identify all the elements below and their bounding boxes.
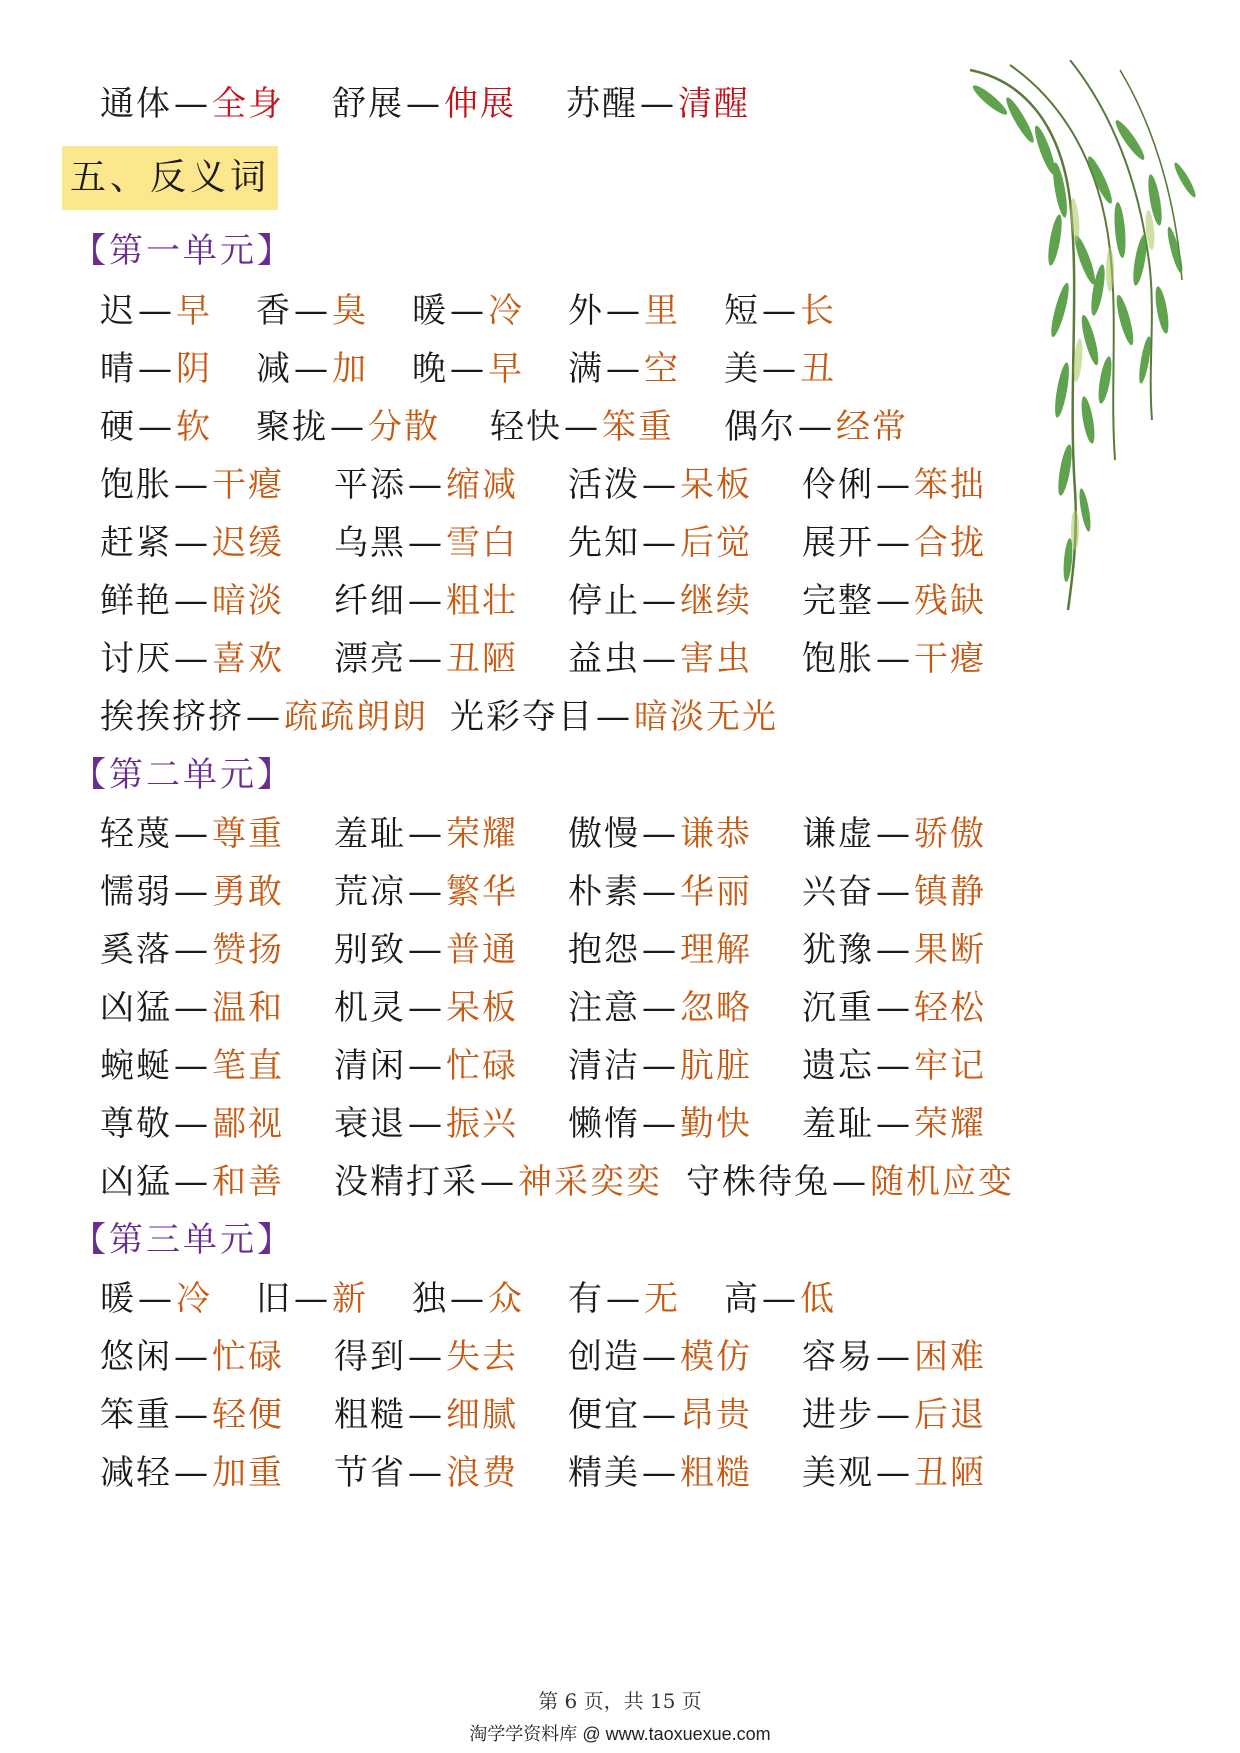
antonym-pair: 奚落—赞扬 bbox=[100, 930, 284, 970]
antonym-pair: 粗糙—细腻 bbox=[334, 1395, 518, 1435]
antonym-pair: 遗忘—牢记 bbox=[802, 1046, 986, 1086]
antonym-pair: 羞耻—荣耀 bbox=[334, 814, 518, 854]
antonym-pair: 减—加 bbox=[256, 349, 368, 389]
antonym-pair: 偶尔—经常 bbox=[724, 407, 908, 447]
antonym-pair: 懦弱—勇敢 bbox=[100, 872, 284, 912]
antonym-pair: 懒惰—勤快 bbox=[568, 1104, 752, 1144]
antonym-pair: 羞耻—荣耀 bbox=[802, 1104, 986, 1144]
antonym-pair: 抱怨—理解 bbox=[568, 930, 752, 970]
antonym-pair: 荒凉—繁华 bbox=[334, 872, 518, 912]
antonym-pair: 展开—合拢 bbox=[802, 523, 986, 563]
antonym-pair: 轻快—笨重 bbox=[490, 407, 674, 447]
antonym-pair: 精美—粗糙 bbox=[568, 1453, 752, 1493]
unit-title: 【第二单元】 bbox=[72, 755, 294, 795]
antonym-pair: 悠闲—忙碌 bbox=[100, 1337, 284, 1377]
antonym-pair: 舒展—伸展 bbox=[332, 84, 516, 124]
page-number: 第 6 页，共 15 页 bbox=[538, 1689, 702, 1713]
antonym-pair: 节省—浪费 bbox=[334, 1453, 518, 1493]
antonym-pair: 凶猛—温和 bbox=[100, 988, 284, 1028]
antonym-pair: 硬—软 bbox=[100, 407, 212, 447]
antonym-pair: 减轻—加重 bbox=[100, 1453, 284, 1493]
antonym-pair: 凶猛—和善 bbox=[100, 1162, 284, 1202]
antonym-pair: 独—众 bbox=[412, 1279, 524, 1319]
antonym-pair: 光彩夺目—暗淡无光 bbox=[450, 697, 778, 737]
antonym-pair: 完整—残缺 bbox=[802, 581, 986, 621]
antonym-pair: 饱胀—干瘪 bbox=[100, 465, 284, 505]
antonym-pair: 别致—普通 bbox=[334, 930, 518, 970]
antonym-pair: 注意—忽略 bbox=[568, 988, 752, 1028]
antonym-pair: 乌黑—雪白 bbox=[334, 523, 518, 563]
antonym-pair: 便宜—昂贵 bbox=[568, 1395, 752, 1435]
unit-title: 【第一单元】 bbox=[72, 231, 294, 271]
antonym-pair: 高—低 bbox=[724, 1279, 836, 1319]
antonym-pair: 纤细—粗壮 bbox=[334, 581, 518, 621]
antonym-pair: 聚拢—分散 bbox=[256, 407, 440, 447]
antonym-pair: 得到—失去 bbox=[334, 1337, 518, 1377]
antonym-pair: 傲慢—谦恭 bbox=[568, 814, 752, 854]
antonym-pair: 蜿蜒—笔直 bbox=[100, 1046, 284, 1086]
antonym-pair: 益虫—害虫 bbox=[568, 639, 752, 679]
antonym-pair: 犹豫—果断 bbox=[802, 930, 986, 970]
antonym-pair: 有—无 bbox=[568, 1279, 680, 1319]
antonym-pair: 轻蔑—尊重 bbox=[100, 814, 284, 854]
antonym-pair: 沉重—轻松 bbox=[802, 988, 986, 1028]
antonym-pair: 迟—早 bbox=[100, 291, 212, 331]
antonym-pair: 平添—缩减 bbox=[334, 465, 518, 505]
antonym-pair: 朴素—华丽 bbox=[568, 872, 752, 912]
antonym-pair: 容易—困难 bbox=[802, 1337, 986, 1377]
antonym-pair: 讨厌—喜欢 bbox=[100, 639, 284, 679]
antonym-pair: 美观—丑陋 bbox=[802, 1453, 986, 1493]
antonym-pair: 创造—模仿 bbox=[568, 1337, 752, 1377]
section-title: 五、反义词 bbox=[62, 146, 278, 210]
antonym-pair: 兴奋—镇静 bbox=[802, 872, 986, 912]
antonym-pair: 晴—阴 bbox=[100, 349, 212, 389]
antonym-pair: 苏醒—清醒 bbox=[566, 84, 750, 124]
antonym-pair: 漂亮—丑陋 bbox=[334, 639, 518, 679]
antonym-pair: 先知—后觉 bbox=[568, 523, 752, 563]
antonym-pair: 满—空 bbox=[568, 349, 680, 389]
antonym-pair: 机灵—呆板 bbox=[334, 988, 518, 1028]
antonym-pair: 香—臭 bbox=[256, 291, 368, 331]
antonym-pair: 饱胀—干瘪 bbox=[802, 639, 986, 679]
antonym-pair: 没精打采—神采奕奕 bbox=[334, 1162, 662, 1202]
antonym-pair: 停止—继续 bbox=[568, 581, 752, 621]
antonym-pair: 挨挨挤挤—疏疏朗朗 bbox=[100, 697, 428, 737]
antonym-pair: 鲜艳—暗淡 bbox=[100, 581, 284, 621]
antonym-pair: 守株待兔—随机应变 bbox=[686, 1162, 1014, 1202]
antonym-pair: 外—里 bbox=[568, 291, 680, 331]
antonym-pair: 通体—全身 bbox=[100, 84, 284, 124]
antonym-pair: 清洁—肮脏 bbox=[568, 1046, 752, 1086]
antonym-pair: 暖—冷 bbox=[100, 1279, 212, 1319]
antonym-pair: 赶紧—迟缓 bbox=[100, 523, 284, 563]
site-credit: 淘学学资料库 @ www.taoxuexue.com bbox=[469, 1724, 771, 1744]
unit-title: 【第三单元】 bbox=[72, 1220, 294, 1260]
antonym-pair: 短—长 bbox=[724, 291, 836, 331]
antonym-pair: 旧—新 bbox=[256, 1279, 368, 1319]
antonym-pair: 美—丑 bbox=[724, 349, 836, 389]
antonym-pair: 活泼—呆板 bbox=[568, 465, 752, 505]
antonym-pair: 暖—冷 bbox=[412, 291, 524, 331]
antonym-pair: 尊敬—鄙视 bbox=[100, 1104, 284, 1144]
antonym-pair: 衰退—振兴 bbox=[334, 1104, 518, 1144]
antonym-pair: 清闲—忙碌 bbox=[334, 1046, 518, 1086]
antonym-pair: 晚—早 bbox=[412, 349, 524, 389]
willow-decoration-icon bbox=[950, 60, 1210, 620]
antonym-pair: 笨重—轻便 bbox=[100, 1395, 284, 1435]
antonym-pair: 伶俐—笨拙 bbox=[802, 465, 986, 505]
antonym-pair: 进步—后退 bbox=[802, 1395, 986, 1435]
antonym-pair: 谦虚—骄傲 bbox=[802, 814, 986, 854]
